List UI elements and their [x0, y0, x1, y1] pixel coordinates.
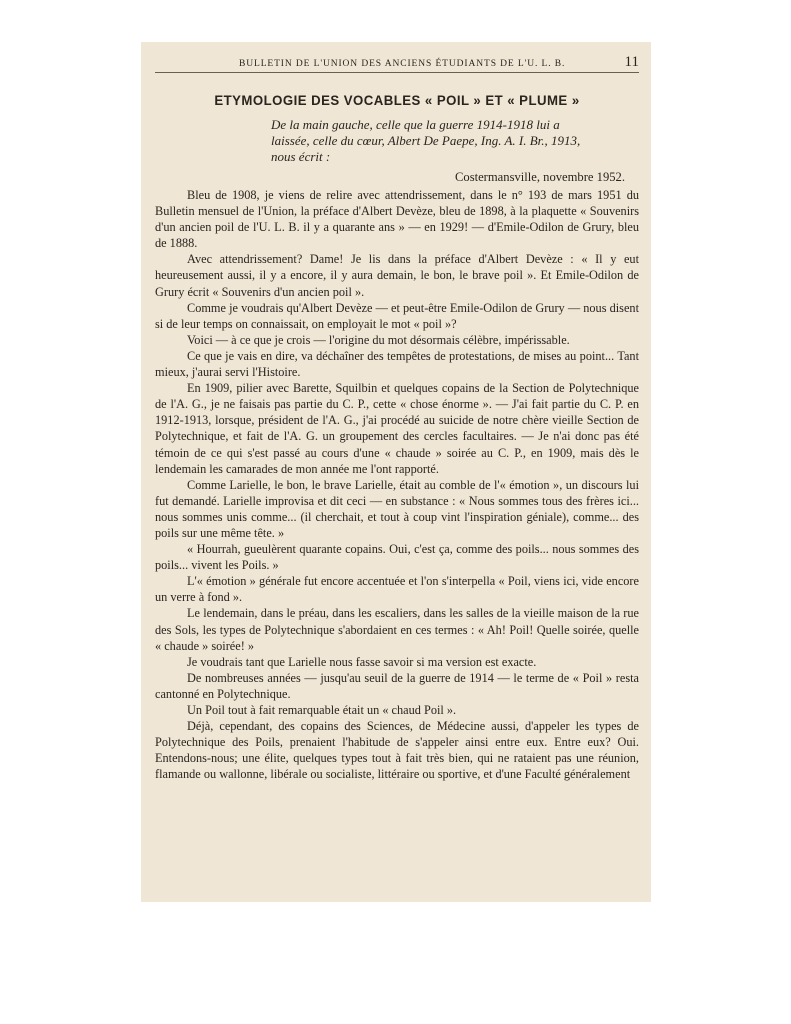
paragraph: Le lendemain, dans le préau, dans les escaliers, dans les salles de la vieille maison de la rue des Sols, les types de Polytechnique s'abordaient en ces termes : « Ah! Poil! Quelle soirée, quelle « chaude » soirée! »: [155, 606, 639, 653]
article-intro: [271, 117, 639, 165]
intro-line: De la main gauche, celle que la guerre 1914-1918 lui a: [271, 117, 560, 132]
paragraph: Ce que je vais en dire, va déchaîner des tempêtes de protestations, de mises au point... Tant mieux, j'aurai servi l'Histoire.: [155, 348, 639, 380]
place-date: Costermansville, novembre 1952.: [455, 170, 625, 184]
paragraph: Comme je voudrais qu'Albert Devèze — et peut-être Emile-Odilon de Grury — nous disent si de leur temps on connaissait, on employait le mot « poil »?: [155, 300, 639, 331]
intro-line: laissée, celle du cœur, Albert De Paepe, Ing. A. I. Br., 1913,: [271, 133, 581, 148]
paragraph: Comme Larielle, le bon, le brave Larielle, était au comble de l'« émotion », un discours lui fut demandé. Larielle improvisa et dit ceci — en substance : « Nous sommes tous des frères ici... nous sommes unis comme... (il cherchait, et tout à coup vint l'inspiration géniale), comme... des poils sur une même tête. »: [155, 477, 639, 540]
paragraph: Avec attendrissement? Dame! Je lis dans la préface d'Albert Devèze : « Il y eut heureusement aussi, il y a encore, il y aura demain, le bon, le brave poil ». Et Emile-Odilon de Grury écrit « Souvenirs d'un ancien poil ».: [155, 252, 639, 299]
page-number: 11: [624, 54, 639, 70]
paragraph: En 1909, pilier avec Barette, Squilbin et quelques copains de la Section de Polytechnique de l'A. G., je ne faisais pas partie du C. P., cette « chose énorme ». — J'ai fait partie du C. P. en 1912-1913, lorsque, président de l'A. G., j'ai procédé au suicide de notre chère vieille Section de Polytechnique, et fait de l'A. G. un groupement des cercles facultaires. — Je n'ai donc pas été témoin de ce qui s'est passé au cours d'une « chaude » soirée au C. P., en 1909, mais dès le lendemain les camarades de mon année me l'ont rapporté.: [155, 381, 639, 476]
article-title: ETYMOLOGIE DES VOCABLES « POIL » ET « PLUME »: [214, 93, 580, 109]
article-body: [155, 187, 639, 782]
paragraph: Je voudrais tant que Larielle nous fasse savoir si ma version est exacte.: [187, 654, 537, 669]
running-header: [155, 52, 639, 73]
paragraph: L'« émotion » générale fut encore accentuée et l'on s'interpella « Poil, viens ici, vide encore un verre à fond ».: [155, 574, 639, 605]
paragraph: Bleu de 1908, je viens de relire avec attendrissement, dans le n° 193 de mars 1951 du Bulletin mensuel de l'Union, la préface d'Albert Devèze, bleu de 1898, à la plaquette « Souvenirs d'un ancien poil de l'U. L. B. il y a quarante ans » — en 1929! — d'Emile-Odilon de Grury, bleu de 1888.: [155, 188, 639, 251]
intro-line: nous écrit :: [271, 149, 331, 164]
header-title: BULLETIN DE L'UNION DES ANCIENS ÉTUDIANTS DE L'U. L. B.: [239, 59, 566, 69]
paragraph: Un Poil tout à fait remarquable était un « chaud Poil ».: [187, 703, 457, 717]
paragraph: Déjà, cependant, des copains des Sciences, de Médecine aussi, d'appeler les types de Polytechnique des Poils, prenaient l'habitude de s'appeler ainsi entre eux. Entre eux? Oui. Entendons-nous; une élite, quelques types tout à fait très bien, qui ne rataient pas une réunion, flamande ou wallonne, libérale ou socialiste, littéraire ou sportive, et d'une Faculté généralement: [155, 719, 639, 782]
paragraph: « Hourrah, gueulèrent quarante copains. Oui, c'est ça, comme des poils... nous sommes des poils... vivent les Poils. »: [155, 542, 639, 573]
paragraph: De nombreuses années — jusqu'au seuil de la guerre de 1914 — le terme de « Poil » resta cantonné en Polytechnique.: [155, 670, 639, 701]
paragraph: Voici — à ce que je crois — l'origine du mot désormais célèbre, impérissable.: [187, 332, 570, 347]
document-page: [141, 42, 651, 902]
